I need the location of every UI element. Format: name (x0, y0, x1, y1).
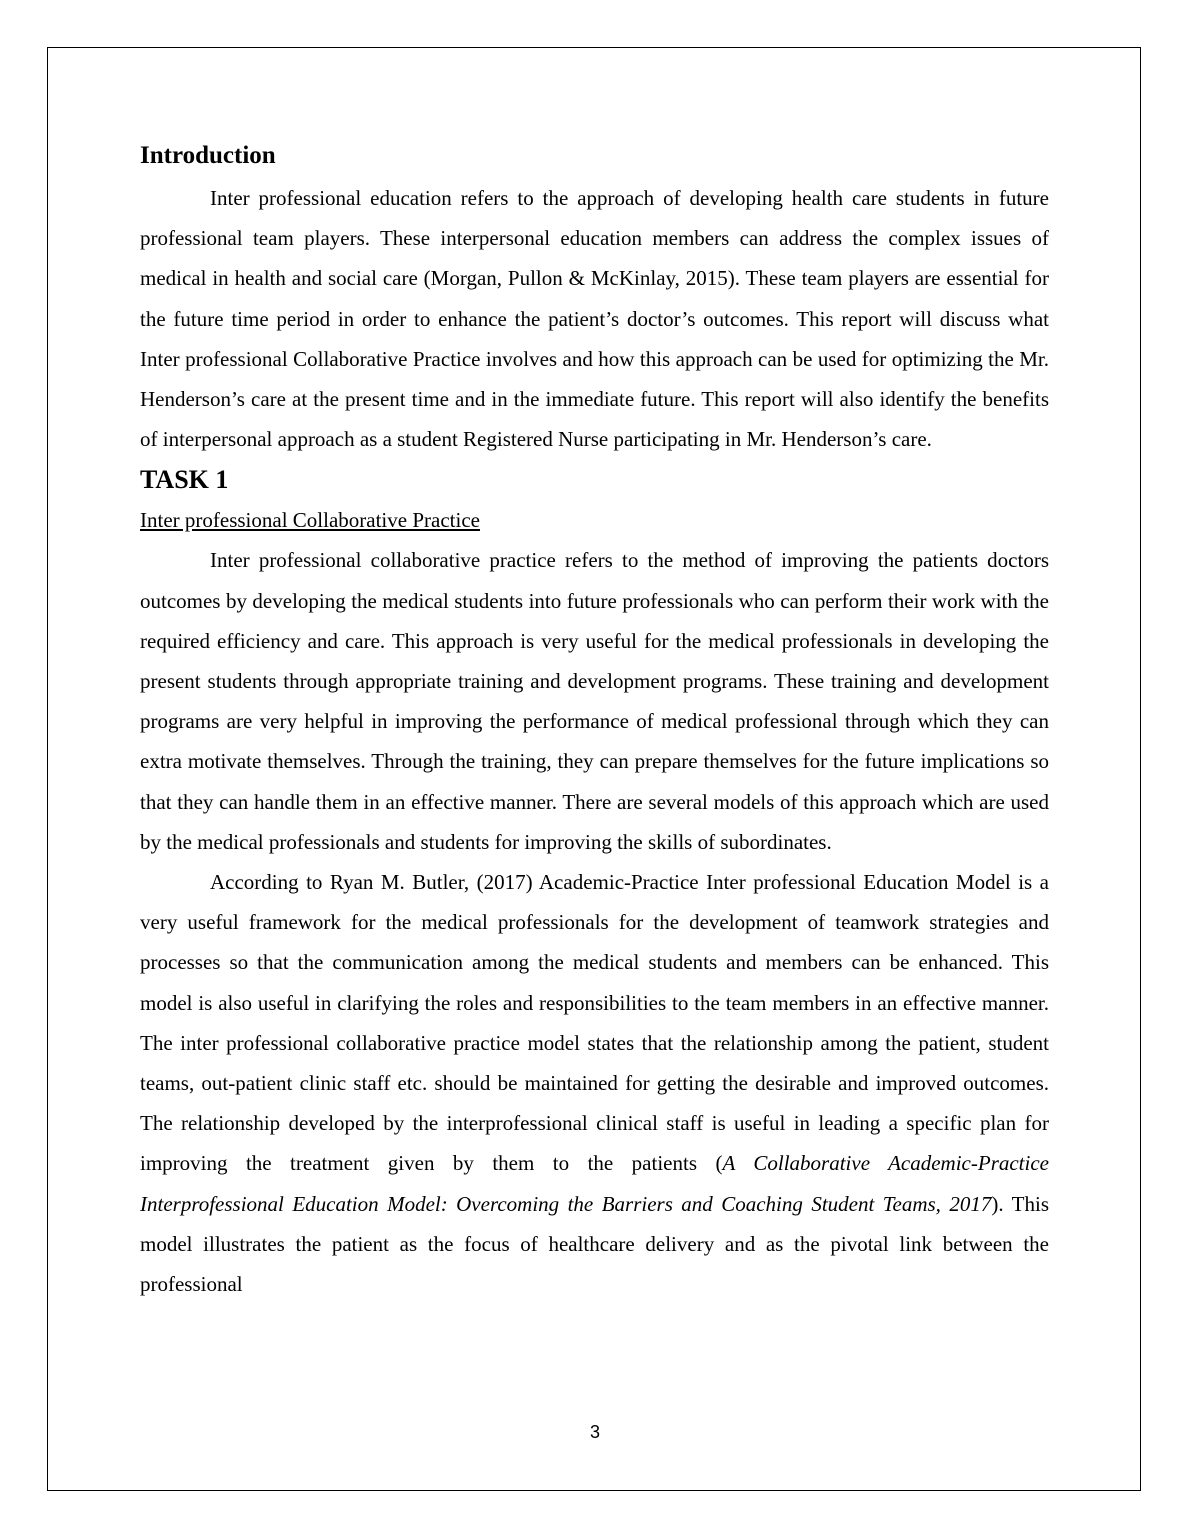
document-body (140, 138, 1049, 1304)
paragraph-3-text-end: ). This model illustrates the patient as the focus of healthcare delivery and as the pivotal link between the professional (140, 1191, 1049, 1297)
paragraph-3-citation-italic: A Collaborative Academic-Practice Interprofessional Education Model: Overcoming the Barriers and Coaching Student Teams, 2017 (140, 1151, 1049, 1216)
introduction-paragraph: Inter professional education refers to the approach of developing health care students in future professional team players. These interpersonal education members can address the complex issues of medical in health and social care (Morgan, Pullon & McKinlay, 2015). These team players are essential for the future time period in order to enhance the patient’s doctor’s outcomes. This report will discuss what Inter professional Collaborative Practice involves and how this approach can be used for optimizing the Mr. Henderson’s care at the present time and in the immediate future. This report will also identify the benefits of interpersonal approach as a student Registered Nurse participating in Mr. Henderson’s care. (140, 186, 1049, 452)
body-paragraph-3 (140, 862, 1049, 1304)
page-number: 3 (589, 1422, 600, 1442)
section-subheading: Inter professional Collaborative Practice (140, 508, 480, 533)
introduction-heading: Introduction (140, 142, 276, 169)
body-paragraph-2: Inter professional collaborative practice refers to the method of improving the patients doctors outcomes by developing the medical students into future professionals who can perform their work with the required efficiency and care. This approach is very useful for the medical professionals in developing the present students through appropriate training and development programs. These training and development programs are very helpful in improving the performance of medical professional through which they can extra motivate themselves. Through the training, they can prepare themselves for the future implications so that they can handle them in an effective manner. There are several models of this approach which are used by the medical professionals and students for improving the skills of subordinates. (140, 548, 1049, 854)
paragraph-3-text-start: According to Ryan M. Butler, (2017) Academic-Practice Inter professional Education Model is a very useful framework for the medical professionals for the development of teamwork strategies and processes so that the communication among the medical students and members can be enhanced. This model is also useful in clarifying the roles and responsibilities to the team members in an effective manner. The inter professional collaborative practice model states that the relationship among the patient, student teams, out-patient clinic staff etc. should be maintained for getting the desirable and improved outcomes. The relationship developed by the interprofessional clinical staff is useful in leading a specific plan for improving the treatment given by them to the patients ( (140, 870, 1049, 1176)
task-heading: TASK 1 (140, 465, 229, 495)
